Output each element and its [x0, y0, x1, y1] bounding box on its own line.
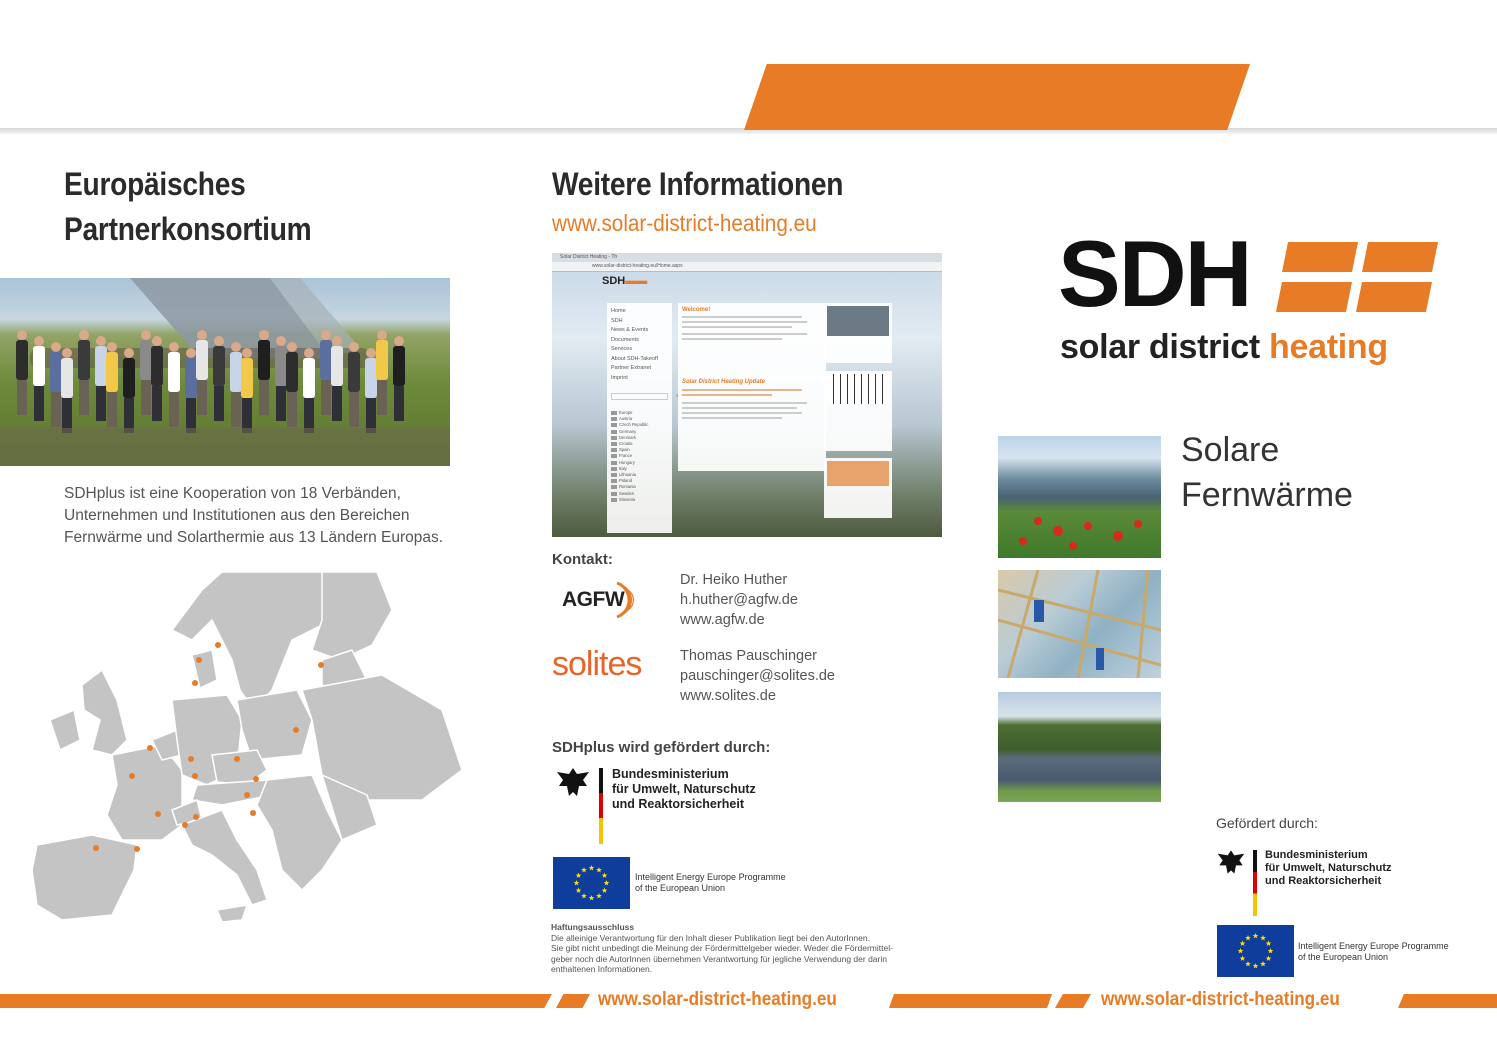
eu-star-icon: [1268, 948, 1274, 953]
ss-country-item: Poland: [611, 478, 668, 484]
person-figure: [196, 340, 208, 380]
person-legs: [366, 398, 376, 433]
person-head: [287, 342, 297, 352]
right-title-line1: Solare: [1181, 431, 1280, 469]
eu-star-icon: [602, 873, 608, 878]
person-figure: [151, 346, 163, 386]
contact-agfw-email[interactable]: h.huther@agfw.de: [680, 592, 798, 608]
site-nav-panel: [607, 303, 672, 533]
left-heading-line2: Partnerkonsortium: [64, 211, 312, 247]
eu-star-icon: [1253, 933, 1259, 938]
eagle-icon: [1216, 848, 1246, 876]
bmu-line3: und Reaktorsicherheit: [612, 797, 744, 811]
bmu-logo-right: [1216, 848, 1446, 918]
person-legs: [186, 398, 196, 433]
eu-star-icon: [1266, 941, 1272, 946]
bmu-right-line1: Bundesministerium: [1265, 849, 1368, 861]
browser-tab-title: Solar District Heating - Th: [560, 254, 618, 260]
person-head: [214, 336, 224, 346]
partner-dot: [193, 814, 199, 820]
ss-country-item: France: [611, 453, 668, 459]
contact-solites-email[interactable]: pauschinger@solites.de: [680, 668, 835, 684]
partner-dot: [253, 776, 259, 782]
solites-logo: solites: [552, 645, 642, 683]
person-head: [141, 330, 151, 340]
person-figure: [376, 340, 388, 380]
partner-dot: [250, 810, 256, 816]
eu-star-icon: [1245, 935, 1251, 940]
eu-programme-middle: [635, 872, 786, 894]
person-figure: [393, 346, 405, 386]
eu-star-icon: [576, 888, 582, 893]
person-figure: [348, 352, 360, 392]
left-heading-line1: Europäisches: [64, 166, 246, 202]
site-update-box: [678, 375, 826, 471]
middle-heading: Weitere Informationen: [552, 166, 844, 202]
ss-nav-item: News & Events: [611, 327, 649, 333]
person-head: [377, 330, 387, 340]
eu-programme-right-line2: of the European Union: [1298, 952, 1389, 962]
eu-programme-right-line1: Intelligent Energy Europe Programme: [1298, 941, 1449, 951]
site-welcome-box: [678, 303, 826, 381]
person-legs: [107, 392, 117, 427]
ss-nav-item: Documents: [611, 336, 639, 343]
partner-dot: [318, 662, 324, 668]
sdh-logo-stripes-icon: [1276, 240, 1446, 320]
ss-country-item: Sweden: [611, 491, 668, 497]
person-head: [349, 342, 359, 352]
contact-agfw-name: Dr. Heiko Huther: [680, 572, 788, 588]
sdh-logo: [1058, 221, 1438, 368]
person-figure: [16, 340, 28, 380]
person-legs: [242, 398, 252, 433]
person-legs: [197, 380, 207, 415]
person-figure: [365, 358, 377, 398]
eu-star-icon: [1260, 935, 1266, 940]
person-figure: [95, 346, 107, 386]
eu-star-icon: [1245, 961, 1251, 966]
person-head: [259, 330, 269, 340]
bmu-right-line3: und Reaktorsicherheit: [1265, 875, 1382, 887]
browser-addressbar: [552, 262, 942, 272]
eu-star-icon: [1253, 963, 1259, 968]
bmu-line2: für Umwelt, Naturschutz: [612, 782, 756, 796]
ss-nav-item: Partner Extranet: [611, 365, 652, 371]
person-head: [197, 330, 207, 340]
person-legs: [231, 392, 241, 427]
person-legs: [62, 398, 72, 433]
partner-dot: [147, 745, 153, 751]
eu-programme-line2: of the European Union: [635, 883, 726, 893]
footer-url-right[interactable]: www.solar-district-heating.eu: [1101, 989, 1340, 1010]
agfw-logo-text: AGFW: [562, 588, 625, 611]
eu-programme-right: [1298, 941, 1449, 963]
person-head: [152, 336, 162, 346]
person-figure: [286, 352, 298, 392]
ss-nav-item: Imprint: [611, 374, 628, 381]
person-legs: [259, 380, 269, 415]
person-figure: [230, 352, 242, 392]
funded-by-label: SDHplus wird gefördert durch:: [552, 739, 771, 756]
person-head: [79, 330, 89, 340]
ss-country-item: Germany: [611, 429, 668, 435]
person-head: [124, 348, 134, 358]
ss-country-item: Spain: [611, 447, 668, 453]
ss-nav-item: Home: [611, 308, 626, 314]
disclaimer-line2: Sie gibt nicht unbedingt die Meinung der Fördermittelgeber wieder. Weder die Fördermittel-: [551, 943, 893, 953]
footer-bar-left: [0, 994, 552, 1008]
person-legs: [152, 386, 162, 421]
person-figure: [241, 358, 253, 398]
eu-programme-line1: Intelligent Energy Europe Programme: [635, 872, 786, 882]
partner-dot: [192, 773, 198, 779]
eu-star-icon: [1240, 941, 1246, 946]
partner-dot: [129, 773, 135, 779]
person-head: [276, 336, 286, 346]
europe-partner-map: [22, 570, 467, 930]
person-figure: [33, 346, 45, 386]
site-side-box-1: [824, 303, 892, 363]
contact-solites: [680, 646, 835, 706]
person-head: [242, 348, 252, 358]
ss-country-item: Lithuania: [611, 472, 668, 478]
photo-roof-installation: [998, 570, 1161, 678]
person-legs: [79, 380, 89, 415]
eu-flag-middle: [553, 857, 630, 909]
middle-url-link[interactable]: www.solar-district-heating.eu: [552, 210, 817, 236]
contact-label: Kontakt:: [552, 551, 613, 568]
ss-country-item: Denmark: [611, 435, 668, 441]
photo-solar-field-forest: [998, 692, 1161, 802]
person-head: [107, 342, 117, 352]
person-legs: [349, 392, 359, 427]
eu-flag-right: [1217, 925, 1294, 977]
person-head: [332, 336, 342, 346]
german-flag-bar: [1253, 850, 1257, 916]
person-head: [51, 342, 61, 352]
site-side-box-3: [824, 458, 892, 518]
person-legs: [17, 380, 27, 415]
ss-country-item: Austria: [611, 416, 668, 422]
partner-dot: [134, 846, 140, 852]
footer-url-middle[interactable]: www.solar-district-heating.eu: [598, 989, 837, 1010]
ss-update-title: Solar District Heating Update: [682, 379, 766, 385]
left-heading: [64, 162, 311, 252]
person-legs: [169, 392, 179, 427]
desc-line2: Unternehmen und Institutionen aus den Bereichen: [64, 507, 410, 524]
person-figure: [140, 340, 152, 380]
disclaimer-line1: Die alleinige Verantwortung für den Inhalt dieser Publikation liegt bei den AutorInnen.: [551, 932, 870, 943]
person-figure: [168, 352, 180, 392]
person-legs: [214, 386, 224, 421]
person-head: [17, 330, 27, 340]
partner-dot: [244, 792, 250, 798]
person-figure: [50, 352, 62, 392]
sdh-logo-sub1: solar district: [1060, 328, 1270, 366]
partner-dot: [93, 845, 99, 851]
right-title-line2: Fernwärme: [1181, 476, 1353, 514]
person-head: [96, 336, 106, 346]
person-figure: [331, 346, 343, 386]
footer-bar-mid-small: [556, 994, 590, 1008]
contact-solites-name: Thomas Pauschinger: [680, 648, 818, 664]
partner-dot: [192, 680, 198, 686]
person-head: [366, 348, 376, 358]
bmu-line1: Bundesministerium: [612, 767, 729, 781]
sdh-logo-main: SDH: [1058, 221, 1251, 326]
ss-welcome-title: Welcome!: [682, 307, 711, 313]
person-figure: [185, 358, 197, 398]
eagle-icon: [555, 766, 591, 798]
eu-star-icon: [602, 888, 608, 893]
person-legs: [276, 386, 286, 421]
right-funded-label: Gefördert durch:: [1216, 815, 1318, 831]
website-screenshot: [552, 253, 942, 537]
disclaimer-line3: geber noch die AutorInnen übernehmen Verantwortung für jegliche Verwendung der darin: [551, 953, 887, 964]
eu-star-icon: [596, 867, 602, 872]
person-figure: [213, 346, 225, 386]
footer-bar-mid-small2: [1055, 994, 1091, 1008]
person-legs: [96, 386, 106, 421]
person-figure: [78, 340, 90, 380]
eu-star-icon: [604, 880, 610, 885]
disclaimer-title: Haftungsausschluss: [551, 922, 635, 932]
person-head: [169, 342, 179, 352]
eu-star-icon: [576, 873, 582, 878]
eu-star-icon: [1266, 956, 1272, 961]
eu-star-icon: [574, 880, 580, 885]
browser-tabbar: [552, 253, 942, 262]
person-figure: [258, 340, 270, 380]
bmu-logo-middle: [555, 766, 785, 846]
partner-dot: [155, 811, 161, 817]
disclaimer: [551, 922, 893, 975]
consortium-group-photo: [0, 278, 450, 466]
person-head: [186, 348, 196, 358]
bmu-right-line2: für Umwelt, Naturschutz: [1265, 862, 1392, 874]
ss-country-item: Romania: [611, 484, 668, 490]
person-figure: [320, 340, 332, 380]
person-legs: [321, 380, 331, 415]
photo-solar-field-flowers: [998, 436, 1161, 558]
person-head: [394, 336, 404, 346]
eu-star-icon: [589, 865, 595, 870]
ss-country-item: Slovenia: [611, 497, 668, 503]
partner-dot: [196, 657, 202, 663]
contact-solites-web[interactable]: www.solites.de: [680, 688, 776, 704]
ss-nav-item: SDH: [611, 317, 623, 324]
agfw-logo: [555, 578, 645, 622]
person-legs: [287, 392, 297, 427]
ss-country-item: Croatia: [611, 441, 668, 447]
person-legs: [51, 392, 61, 427]
footer-bar-right: [1398, 994, 1497, 1008]
ss-country-item: Italy: [611, 466, 668, 472]
ss-nav-item: About SDH-Takeoff: [611, 355, 658, 362]
partner-dot: [234, 756, 240, 762]
browser-address: www.solar-district-heating.eu/Home.aspx: [592, 263, 683, 269]
top-orange-parallelogram: [744, 64, 1250, 130]
sdh-logo-sub2: heating: [1269, 328, 1388, 366]
german-flag-bar: [599, 768, 603, 844]
desc-line1: SDHplus ist eine Kooperation von 18 Verbänden,: [64, 485, 401, 502]
person-figure: [275, 346, 287, 386]
person-figure: [303, 358, 315, 398]
person-legs: [394, 386, 404, 421]
left-description: [64, 483, 443, 549]
contact-agfw-web[interactable]: www.agfw.de: [680, 612, 765, 628]
person-legs: [304, 398, 314, 433]
eu-star-icon: [1260, 961, 1266, 966]
person-head: [321, 330, 331, 340]
eu-star-icon: [581, 893, 587, 898]
person-head: [34, 336, 44, 346]
person-figure: [61, 358, 73, 398]
partner-dot: [182, 822, 188, 828]
site-logo: SDH▬▬: [602, 275, 648, 287]
contact-agfw: [680, 570, 798, 630]
disclaimer-line4: enthaltenen Informationen.: [551, 964, 653, 974]
site-side-box-2: [824, 371, 892, 451]
eu-star-icon: [581, 867, 587, 872]
ss-nav-item: Services: [611, 346, 633, 352]
eu-star-icon: [1240, 956, 1246, 961]
partner-dot: [293, 727, 299, 733]
ss-country-item: Czech Republic: [611, 422, 668, 428]
person-figure: [106, 352, 118, 392]
ss-country-item: Hungary: [611, 460, 668, 466]
eu-star-icon: [589, 895, 595, 900]
eu-star-icon: [1238, 948, 1244, 953]
person-head: [231, 342, 241, 352]
partner-dot: [188, 756, 194, 762]
person-legs: [377, 380, 387, 415]
person-legs: [124, 398, 134, 433]
footer-bar-mid-long: [889, 994, 1052, 1008]
person-legs: [332, 386, 342, 421]
person-legs: [34, 386, 44, 421]
right-title: [1181, 428, 1353, 518]
person-legs: [141, 380, 151, 415]
eu-star-icon: [596, 893, 602, 898]
ss-country-item: Europe: [611, 410, 668, 416]
partner-dot: [215, 642, 221, 648]
desc-line3: Fernwärme und Solarthermie aus 13 Ländern Europas.: [64, 529, 444, 546]
person-head: [304, 348, 314, 358]
person-head: [62, 348, 72, 358]
person-figure: [123, 358, 135, 398]
